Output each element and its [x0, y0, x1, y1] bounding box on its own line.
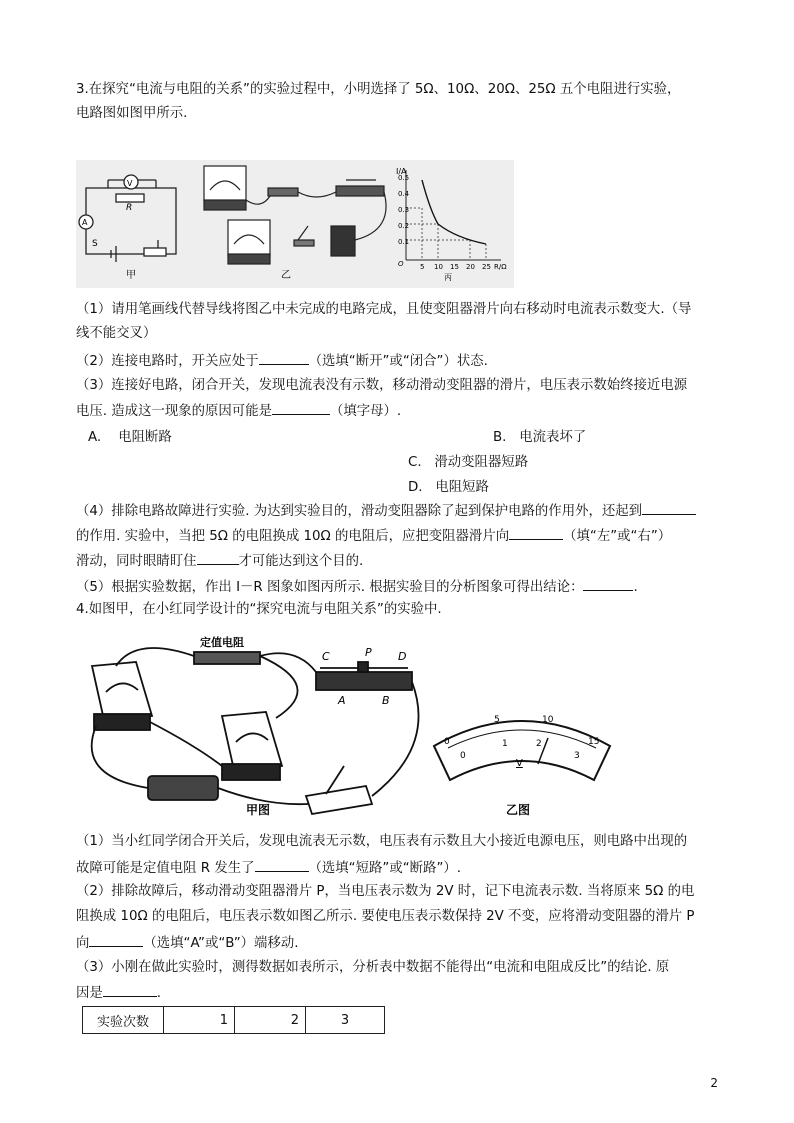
q4-part1-line2 — [76, 857, 461, 879]
q3-part2-text: （2）连接电路时，开关应处于 — [76, 354, 259, 369]
rheostat-c-label: C — [322, 650, 330, 663]
option-d-letter: D. — [408, 480, 423, 495]
yi-caption: 乙 — [281, 270, 291, 281]
rheostat-d-label: D — [398, 650, 407, 663]
q3-stem-line1: 3.在探究“电流与电阻的关系”的实验过程中，小明选择了 5Ω、10Ω、20Ω、25Ω 五个电阻进行实验， — [76, 82, 681, 97]
dial-top-scale: 10 — [542, 715, 554, 725]
graph-x-axis-label: R/Ω — [494, 263, 507, 271]
q4-part3-text: 因是 — [76, 986, 103, 1001]
figure-jia-caption: 甲图 — [246, 803, 271, 817]
q3-part4-line2 — [76, 525, 671, 547]
q3-part1-line1: （1）请用笔画线代替导线将图乙中未完成的电路完成，且使变阻器滑片向右移动时电流表示数变大.（导 — [76, 302, 692, 317]
answer-blank[interactable] — [272, 400, 330, 415]
dial-unit: V — [516, 758, 523, 769]
jia-voltmeter-label: V — [127, 179, 133, 188]
page-number: 2 — [710, 1076, 718, 1090]
answer-blank[interactable] — [89, 932, 143, 947]
q3-part5 — [76, 576, 638, 598]
graph-y-tick: 0.2 — [398, 222, 410, 230]
q3-part4-text: （4）排除电路故障进行实验. 为达到实验目的，滑动变阻器除了起到保护电路的作用外，还起到 — [76, 504, 643, 519]
fixed-resistor-label: 定值电阻 — [200, 636, 244, 649]
q3-figure-svg — [76, 160, 514, 288]
q3-part4-text-4: 滑动，同时眼睛盯住 — [76, 554, 197, 569]
q3-part4-text-2: 的作用. 实验中，当把 5Ω 的电阻换成 10Ω 的电阻后，应把变阻器滑片向 — [76, 529, 510, 544]
q3-part3-line2 — [76, 400, 401, 422]
option-d-text: 电阻短路 — [435, 480, 489, 495]
dial-top-scale: 0 — [444, 737, 450, 747]
option-a-text: 电阻断路 — [118, 430, 172, 445]
q3-figure — [76, 160, 514, 288]
answer-blank[interactable] — [509, 525, 563, 540]
q3-part3-line1: （3）连接好电路，闭合开关，发现电流表没有示数，移动滑动变阻器的滑片，电压表示数始终接近电源 — [76, 378, 688, 393]
table-cell: 2 — [235, 1007, 306, 1034]
graph-bing — [406, 170, 501, 260]
graph-x-tick: 5 — [420, 263, 425, 271]
q3-part2-text-after: （选填“断开”或“闭合”）状态. — [308, 354, 488, 369]
option-d[interactable] — [408, 476, 489, 495]
q3-part3-text-after: （填字母）. — [329, 404, 402, 419]
graph-y-tick: 0.1 — [398, 238, 410, 246]
graph-y-tick: 0.4 — [398, 190, 410, 198]
answer-blank[interactable] — [583, 576, 633, 591]
q4-part2-line2: 阻换成 10Ω 的电阻后，电压表示数如图乙所示. 要使电压表示数保持 2V 不变，应将滑动变阻器的滑片 P — [76, 909, 695, 924]
answer-blank[interactable] — [642, 500, 696, 515]
jia-caption: 甲 — [126, 270, 136, 281]
dial-bottom-scale: 0 — [460, 751, 466, 761]
option-a-letter: A. — [88, 430, 102, 445]
jia-switch-label: S — [92, 239, 98, 249]
bing-caption: 丙 — [444, 273, 452, 282]
graph-y-tick: 0.3 — [398, 206, 410, 214]
data-table — [82, 1006, 385, 1034]
option-b-text: 电流表坏了 — [519, 430, 587, 445]
q4-part1-line1: （1）当小红同学闭合开关后，发现电流表无示数，电压表有示数且大小接近电源电压，则电路中出现的 — [76, 834, 688, 849]
q4-part3-line1: （3）小刚在做此实验时，测得数据如表所示，分析表中数据不能得出“电流和电阻成反比”的结论. 原 — [76, 960, 670, 975]
q3-part4-line3 — [76, 550, 363, 572]
q4-figure-svg — [76, 626, 616, 826]
jia-ammeter-label: A — [82, 218, 88, 227]
q3-part2 — [76, 350, 488, 372]
option-c-letter: C. — [408, 455, 422, 470]
option-c[interactable] — [408, 451, 528, 470]
q3-part4-text-3: （填“左”或“右”） — [563, 529, 672, 544]
q4-part2-text-after: （选填“A”或“B”）端移动. — [143, 936, 299, 951]
q3-part5-text-after: . — [633, 580, 638, 595]
q3-part4-text-5: 才可能达到这个目的. — [238, 554, 364, 569]
q4-part2-line3 — [76, 932, 298, 954]
graph-x-tick: 15 — [450, 263, 459, 271]
answer-blank[interactable] — [255, 857, 309, 872]
q4-part3-line2 — [76, 982, 161, 1004]
q4-part1-text: 故障可能是定值电阻 R 发生了 — [76, 861, 255, 876]
dial-bottom-scale: 2 — [536, 739, 542, 749]
q3-part4-line1 — [76, 500, 696, 522]
answer-blank[interactable] — [103, 982, 157, 997]
q4-part1-text-after: （选填“短路”或“断路”）. — [308, 861, 462, 876]
q4-part2-text: 向 — [76, 936, 90, 951]
table-header-cell: 实验次数 — [83, 1007, 164, 1034]
graph-x-tick: 10 — [434, 263, 443, 271]
answer-blank[interactable] — [259, 350, 309, 365]
q3-part5-text: （5）根据实验数据，作出 I－R 图象如图丙所示. 根据实验目的分析图象可得出结论： — [76, 580, 584, 595]
option-c-text: 滑动变阻器短路 — [434, 455, 529, 470]
graph-y-axis-label: I/A — [396, 167, 407, 176]
table-row — [83, 1007, 385, 1034]
rheostat-p-label: P — [365, 646, 372, 659]
dial-bottom-scale: 3 — [574, 751, 580, 761]
dial-bottom-scale: 1 — [502, 739, 508, 749]
table-cell: 1 — [164, 1007, 235, 1034]
q4-stem: 4.如图甲，在小红同学设计的“探究电流与电阻关系”的实验中. — [76, 602, 442, 617]
answer-blank[interactable] — [197, 550, 239, 565]
jia-resistor-label: R — [126, 203, 133, 213]
q4-part3-text-after: . — [156, 986, 162, 1001]
figure-yi-caption: 乙图 — [506, 803, 531, 817]
graph-y-tick: 0.5 — [398, 174, 410, 182]
table-cell: 3 — [306, 1007, 385, 1034]
rheostat-b-label: B — [382, 694, 390, 707]
q4-apparatus — [92, 648, 419, 814]
graph-x-tick: 25 — [482, 263, 491, 271]
dial-top-scale: 5 — [494, 715, 500, 725]
graph-origin: O — [398, 260, 404, 268]
q3-stem-line2: 电路图如图甲所示. — [76, 106, 188, 121]
graph-x-tick: 20 — [466, 263, 475, 271]
q4-figure — [76, 626, 616, 826]
rheostat-a-label: A — [338, 694, 346, 707]
option-b[interactable] — [493, 426, 586, 445]
dial-top-scale: 15 — [588, 737, 600, 747]
q3-part3-text: 电压. 造成这一现象的原因可能是 — [76, 404, 272, 419]
option-a[interactable] — [88, 426, 172, 445]
option-b-letter: B. — [493, 430, 507, 445]
q4-part2-line1: （2）排除故障后，移动滑动变阻器滑片 P，当电压表示数为 2V 时，记下电流表示数. 当将原来 5Ω 的电 — [76, 884, 695, 899]
apparatus-yi — [204, 166, 386, 264]
q3-part1-line2: 线不能交叉） — [76, 326, 157, 341]
